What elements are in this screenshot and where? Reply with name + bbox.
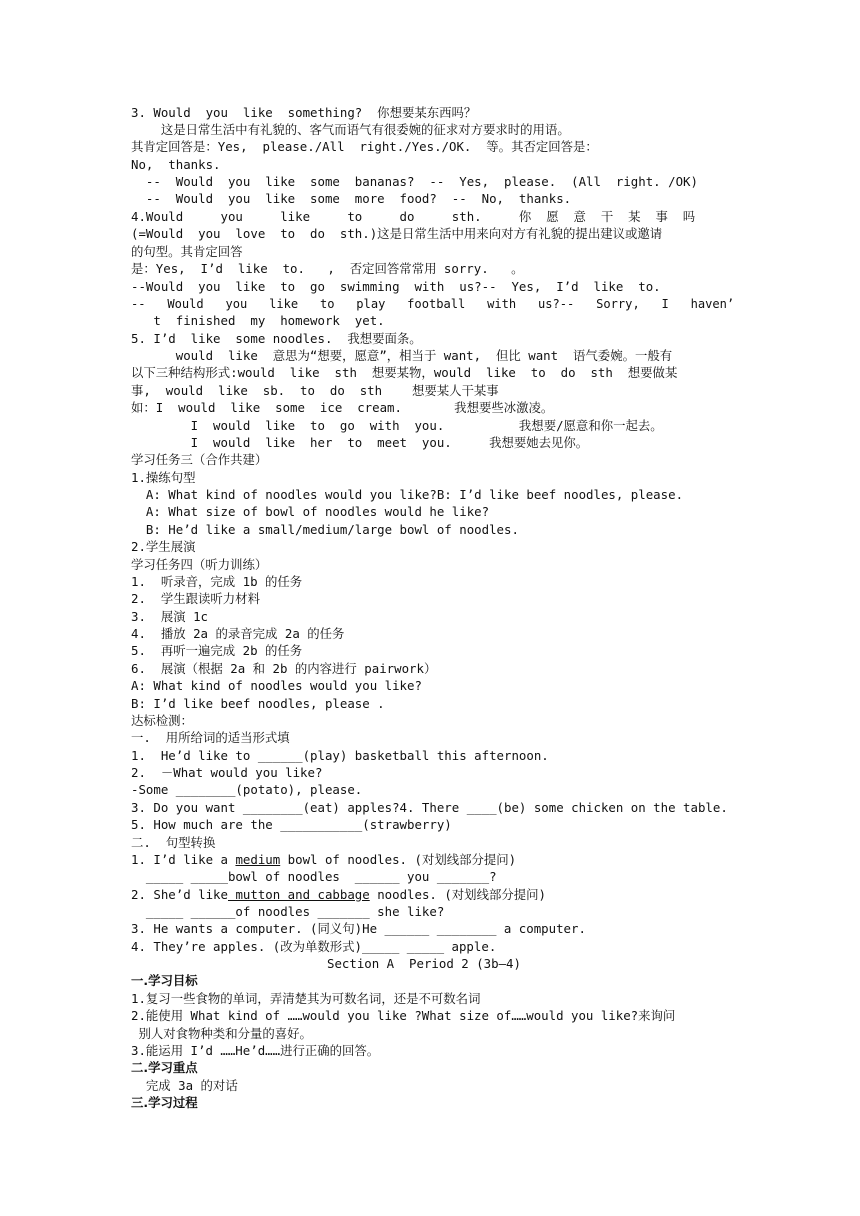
text-line [131, 851, 516, 868]
text-line: 2. 学生跟读听力材料 [131, 591, 260, 606]
text-line: 一. 用所给词的适当形式填 [131, 730, 290, 745]
text-line: 3. 展演 1c [131, 609, 208, 624]
text-line: -- Would you like some bananas? -- Yes, please. (All right. /OK) [131, 174, 698, 189]
section-heading: 达标检测： [131, 713, 193, 728]
section-heading: 三.学习过程 [131, 1095, 198, 1110]
section-heading: 学习任务三（合作共建） [131, 452, 268, 467]
text-line: 3. Do you want ________(eat) apples?4. There ____(be) some chicken on the table. [131, 800, 728, 815]
text-line: 1.操练句型 [131, 470, 196, 485]
text-line: A: What size of bowl of noodles would he like? [131, 504, 490, 519]
text-line: 2.能使用 What kind of ……would you like ?What size of……would you like?来询问 [131, 1008, 676, 1023]
text-line: 如：I would like some ice cream. 我想要些冰激凌。 [131, 400, 554, 415]
text-line: 2.学生展演 [131, 539, 196, 554]
text-line: B: He’d like a small/medium/large bowl of noodles. [131, 522, 519, 537]
text-line: 的句型。其肯定回答 [131, 244, 243, 259]
text-line: 3. Would you like something? 你想要某东西吗？ [131, 105, 477, 120]
text-line: 6. 展演（根据 2a 和 2b 的内容进行 pairwork） [131, 661, 437, 676]
text-line [131, 886, 546, 903]
section-heading: 一.学习目标 [131, 973, 198, 988]
text-line: 别人对食物种类和分量的喜好。 [131, 1026, 312, 1041]
underlined-phrase: mutton and cabbage [227, 887, 370, 902]
text-line: 5. 再听一遍完成 2b 的任务 [131, 643, 303, 658]
text-line: -- Would you like to play football with us?-- Sorry, I haven’ [131, 296, 735, 311]
text-line: I would like to go with you. 我想要/愿意和你一起去。 [131, 418, 663, 433]
text-line: 1. 听录音，完成 1b 的任务 [131, 574, 303, 589]
text-line: 二. 句型转换 [131, 835, 216, 850]
text-line: 3. He wants a computer. (同义句)He ______ ________ a computer. [131, 921, 586, 936]
text-line: (=Would you love to do sth.)这是日常生活中用来向对方有礼貌的提出建议或邀请 [131, 226, 663, 241]
text-line: 2. －What would you like? [131, 765, 323, 780]
period-title: Section A Period 2 (3b—4) [327, 956, 521, 971]
text-line: 完成 3a 的对话 [131, 1078, 238, 1093]
text-line: 其肯定回答是：Yes, please./All right./Yes./OK. 等。其否定回答是： [131, 139, 598, 154]
text-line: 事, would like sb. to do sth 想要某人干某事 [131, 383, 499, 398]
text-line: --Would you like to go swimming with us?-- Yes, I’d like to. [131, 279, 661, 294]
section-heading: 二.学习重点 [131, 1060, 198, 1075]
text-line: 1. He’d like to ______(play) basketball this afternoon. [131, 748, 549, 763]
text-line: -Some ________(potato), please. [131, 782, 363, 797]
text-line: 1.复习一些食物的单词，弄清楚其为可数名词，还是不可数名词 [131, 991, 481, 1006]
text-line: 5. How much are the ___________(strawberry) [131, 817, 452, 832]
text-line: _____ ______of noodles _______ she like? [131, 904, 445, 919]
text-line: t finished my homework yet. [131, 313, 385, 328]
text-line: -- Would you like some more food? -- No, thanks. [131, 191, 572, 206]
text-line: 4. They’re apples. (改为单数形式)_____ _____ apple. [131, 939, 497, 954]
text-line: 5. I’d like some noodles. 我想要面条。 [131, 331, 422, 346]
text-segment: bowl of noodles. (对划线部分提问) [280, 852, 517, 867]
text-line: would like 意思为“想要，愿意”，相当于 want, 但比 want 语气委婉。一般有 [131, 348, 673, 363]
text-segment: 1. I’d like a [131, 852, 236, 867]
text-line: _____ _____bowl of noodles ______ you _______? [131, 869, 497, 884]
text-line: 以下三种结构形式:would like sth 想要某物，would like to do sth 想要做某 [131, 365, 678, 380]
text-line: 3.能运用 I’d ……He’d……进行正确的回答。 [131, 1043, 380, 1058]
text-line: 是：Yes, I’d like to. , 否定回答常常用 sorry. 。 [131, 261, 524, 276]
text-segment: 2. She’d like [131, 887, 228, 902]
text-line: A: What kind of noodles would you like?B: I’d like beef noodles, please. [131, 487, 684, 502]
section-heading: 学习任务四（听力训练） [131, 557, 268, 572]
text-segment: noodles. (对划线部分提问) [369, 887, 546, 902]
text-line: A: What kind of noodles would you like? [131, 678, 422, 693]
text-line: 这是日常生活中有礼貌的、客气而语气有很委婉的征求对方要求时的用语。 [131, 122, 570, 137]
text-line: B: I’d like beef noodles, please . [131, 696, 385, 711]
text-line: I would like her to meet you. 我想要她去见你。 [131, 435, 589, 450]
text-line: 4. 播放 2a 的录音完成 2a 的任务 [131, 626, 345, 641]
underlined-phrase: medium [235, 852, 281, 867]
text-line: No, thanks. [131, 157, 221, 172]
text-line: 4.Would you like to do sth. 你 愿 意 干 某 事 吗 [131, 209, 696, 224]
